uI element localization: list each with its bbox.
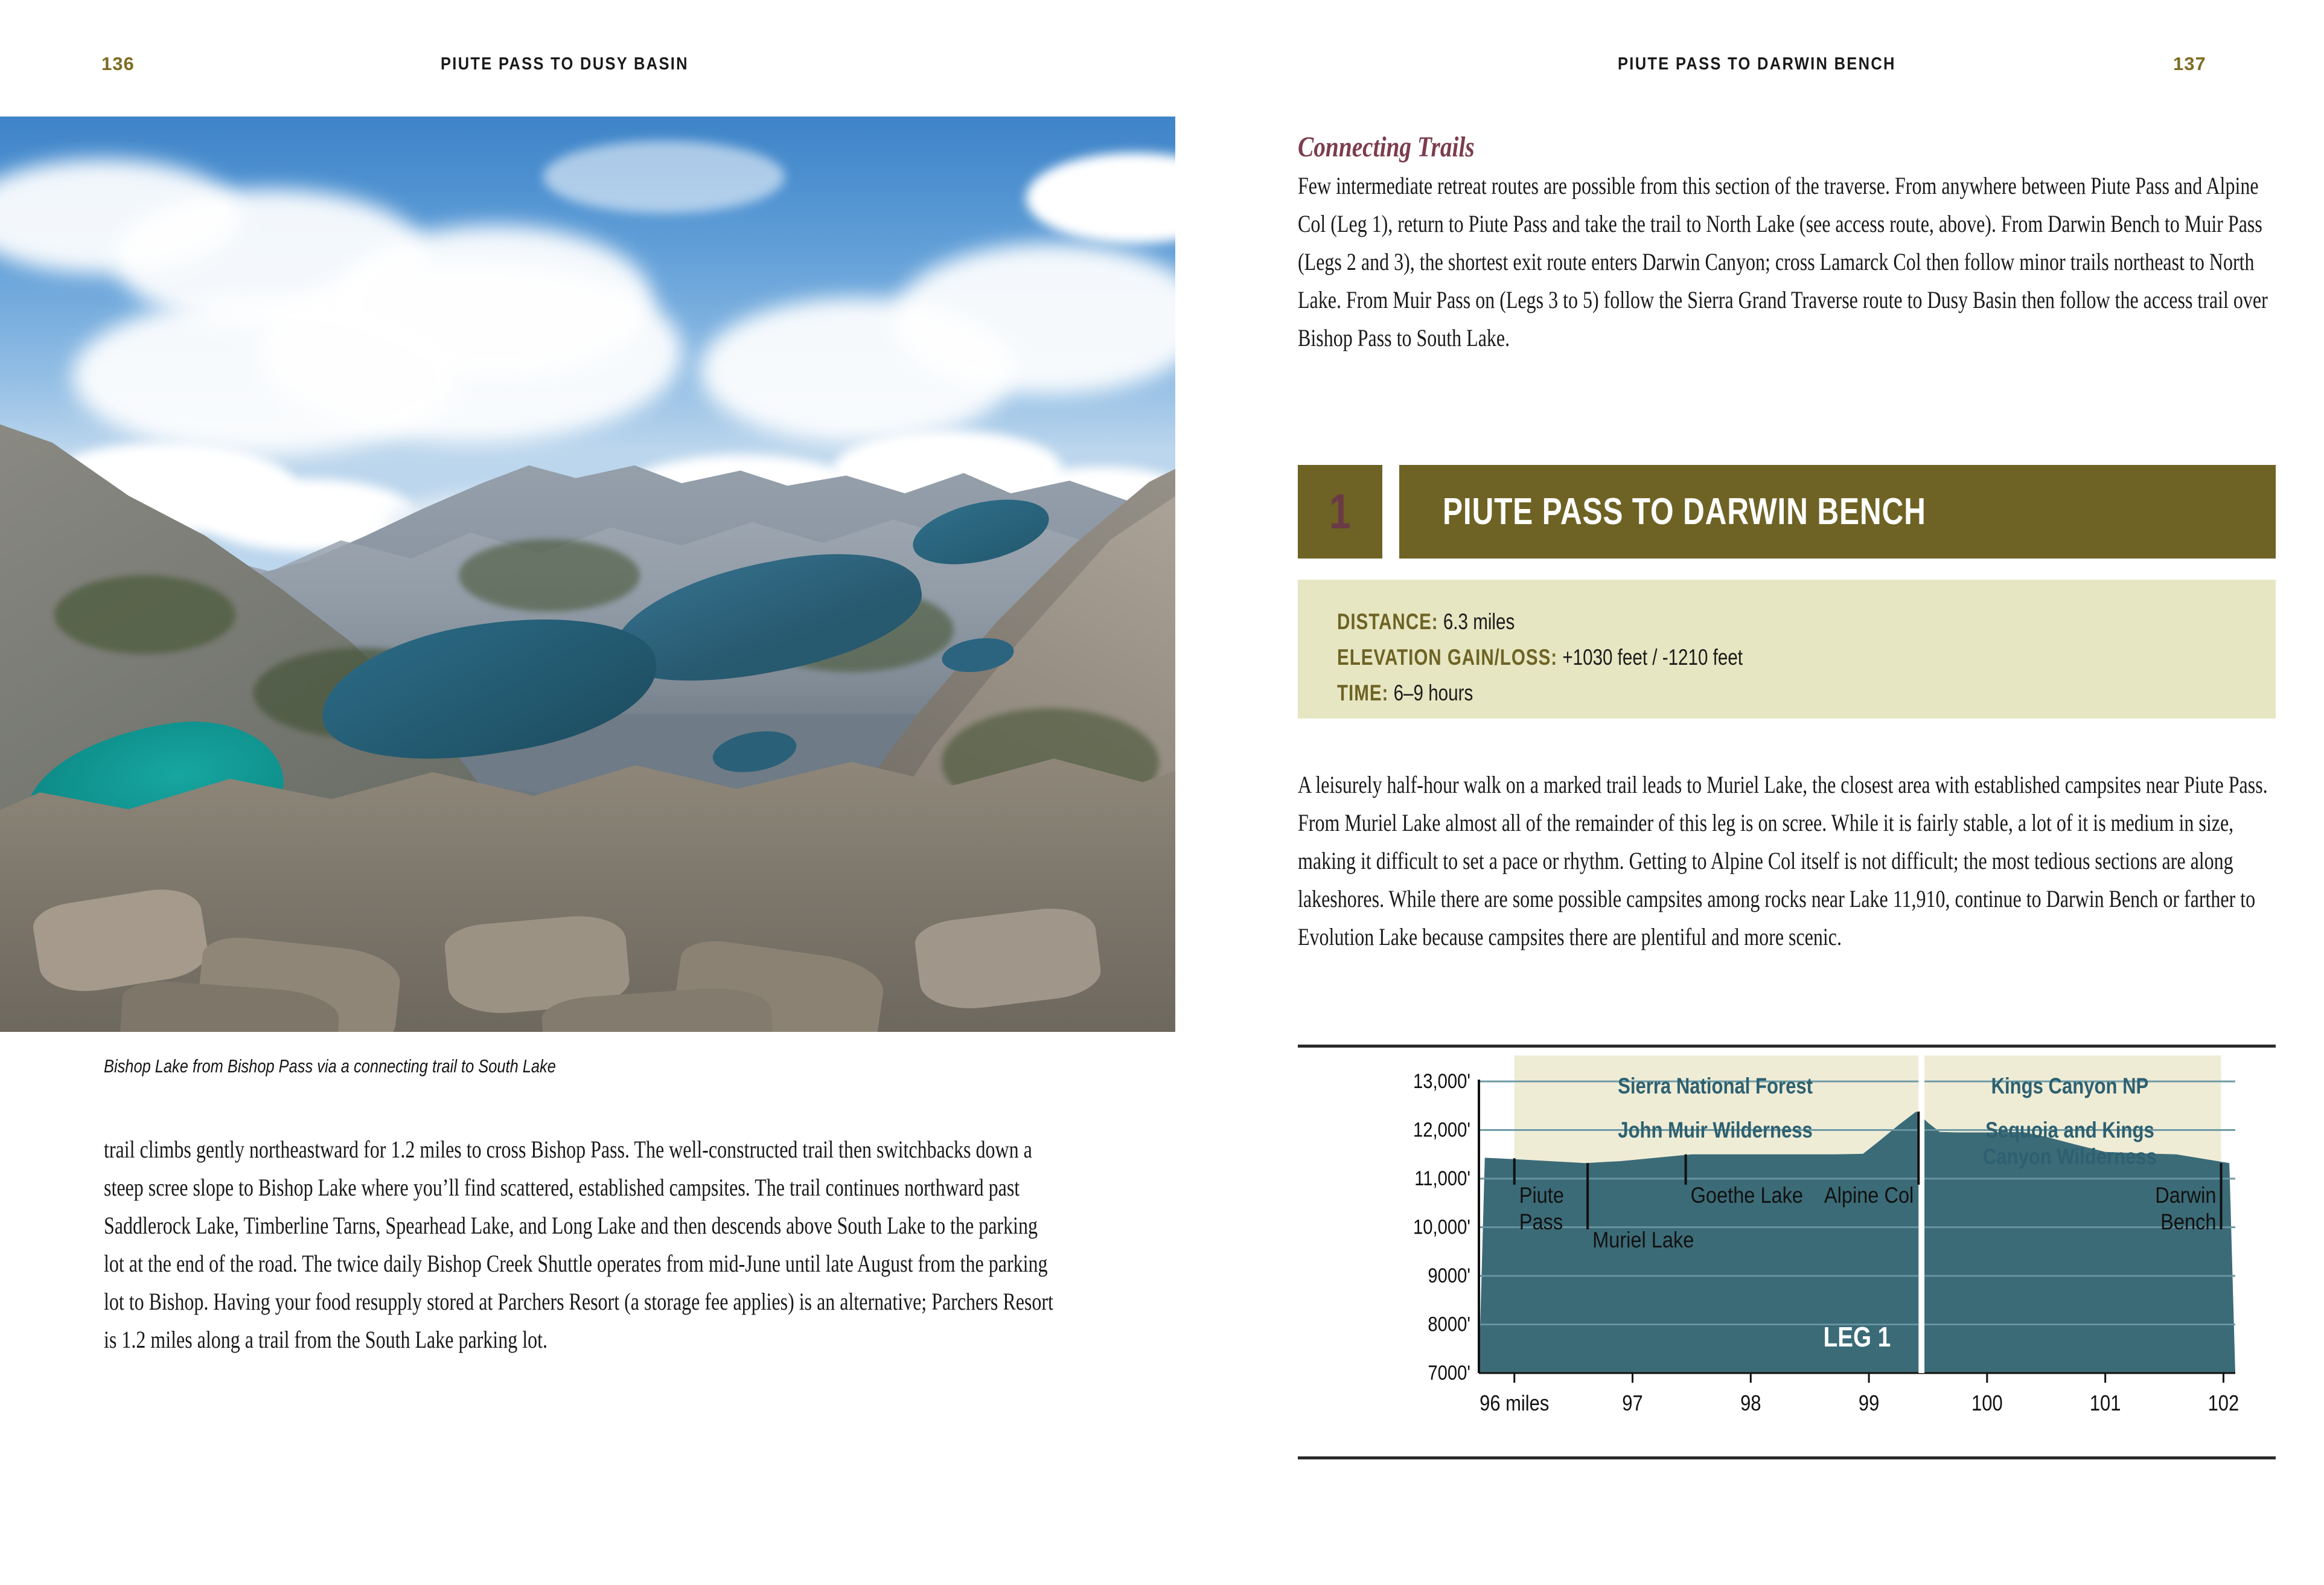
photo-caption: Bishop Lake from Bishop Pass via a connecting trail to South Lake	[104, 1055, 556, 1077]
elevation-profile-chart	[1298, 1045, 2276, 1461]
cloud	[72, 298, 459, 455]
banner-gap	[1382, 465, 1399, 559]
stat-value-elevation: +1030 feet / -1210 feet	[1562, 645, 1743, 670]
landscape-photo	[0, 117, 1175, 1032]
region-divider	[1918, 1055, 1924, 1373]
chart-plot-area	[1298, 1048, 2276, 1447]
stat-label-elevation: ELEVATION GAIN/LOSS:	[1337, 645, 1558, 670]
leg-banner	[1298, 465, 2276, 559]
region-label: Kings Canyon NP	[1991, 1074, 2149, 1099]
region-label: Canyon Wilderness	[1982, 1144, 2157, 1170]
y-tick-label: 12,000'	[1413, 1118, 1470, 1142]
chart-rule-bottom	[1298, 1456, 2276, 1459]
poi-label: Goethe Lake	[1690, 1183, 1804, 1208]
leg-stats-box	[1298, 580, 2276, 719]
connecting-trails-body: Few intermediate retreat routes are possible from this section of the traverse. From anywhere between Piute Pass and Alpine Col (Leg 1), return to Piute Pass and take the trail to North Lake (see access route, above). From Darwin Bench to Muir Pass (Legs 2 and 3), the shortest exit route enters Darwin Canyon; cross Lamarck Col then follow minor trails northeast to North Lake. From Muir Pass on (Legs 3 to 5) follow the Sierra Grand Traverse route to Dusy Basin then follow the access trail over Bishop Pass to South Lake.	[1298, 172, 2268, 351]
left-column-body: trail climbs gently northeastward for 1.2 miles to cross Bishop Pass. The well-constructed trail then switchbacks down a steep scree slope to Bishop Lake where you’ll find scattered, established campsites. The trail continues northward past Saddlerock Lake, Timberline Tarns, Spearhead Lake, and Long Lake and then descends above South Lake to the parking lot at the end of the road. The twice daily Bishop Creek Shuttle operates from mid-June until late August from the parking lot to Bishop. Having your food resupply stored at Parchers Resort (a storage fee applies) is an alternative; Parchers Resort is 1.2 miles along a trail from the South Lake parking lot.	[104, 1136, 1053, 1353]
x-tick-label: 99	[1858, 1391, 1880, 1416]
vegetation	[459, 539, 640, 612]
leg-number: 1	[1329, 484, 1351, 539]
stat-value-distance: 6.3 miles	[1443, 609, 1515, 634]
poi-label: Muriel Lake	[1592, 1228, 1694, 1253]
y-tick-label: 10,000'	[1413, 1215, 1470, 1239]
x-tick-label: 100	[1971, 1391, 2003, 1416]
stat-value-time: 6–9 hours	[1393, 680, 1473, 705]
y-tick-label: 13,000'	[1413, 1069, 1470, 1093]
leg-title-box	[1399, 465, 2276, 559]
stat-label-distance: DISTANCE:	[1337, 609, 1438, 634]
running-head-left: PIUTE PASS TO DUSY BASIN	[441, 54, 689, 74]
poi-label-line2: Pass	[1519, 1209, 1563, 1235]
vegetation	[54, 575, 235, 654]
leg-title: PIUTE PASS TO DARWIN BENCH	[1443, 491, 1926, 533]
y-tick-label: 8000'	[1428, 1312, 1470, 1336]
lake-small-2	[710, 725, 800, 778]
running-head-right: PIUTE PASS TO DARWIN BENCH	[1618, 54, 1896, 74]
stat-row-time	[1337, 675, 2088, 711]
x-tick-label: 97	[1622, 1391, 1643, 1416]
stat-row-distance	[1337, 604, 2088, 639]
folio-left: 136	[101, 53, 135, 74]
elevation-profile-svg	[1298, 1048, 2276, 1447]
chart-leg-label: LEG 1	[1823, 1321, 1891, 1353]
region-label: Sequoia and Kings	[1985, 1118, 2154, 1143]
x-tick-label: 101	[2089, 1391, 2121, 1416]
stat-label-time: TIME:	[1337, 680, 1389, 705]
stat-row-elevation	[1337, 639, 2088, 675]
region-label: John Muir Wilderness	[1618, 1118, 1813, 1143]
x-tick-label: 98	[1740, 1391, 1761, 1416]
leg-intro-body: A leisurely half-hour walk on a marked trail leads to Muriel Lake, the closest area with established campsites near Piute Pass. From Muriel Lake almost all of the remainder of this leg is on scree. While it is fairly stable, a lot of it is medium in size, making it difficult to set a pace or rhythm. Getting to Alpine Col itself is not difficult; the most tedious sections are along lakeshores. While there are some possible campsites among rocks near Lake 11,910, continue to Darwin Bench or farther to Evolution Lake because campsites there are plentiful and more scenic.	[1298, 771, 2268, 950]
cloud	[543, 141, 785, 213]
poi-label: Darwin	[2155, 1183, 2217, 1208]
chart-rule-top	[1298, 1045, 2276, 1048]
poi-label: Piute	[1519, 1183, 1564, 1208]
region-label: Sierra National Forest	[1618, 1074, 1813, 1099]
folio-right: 137	[2173, 53, 2206, 74]
poi-label: Alpine Col	[1824, 1183, 1914, 1208]
x-tick-label: 102	[2207, 1391, 2239, 1416]
y-tick-label: 9000'	[1428, 1263, 1470, 1287]
y-tick-label: 7000'	[1428, 1360, 1470, 1385]
section-heading-connecting-trails: Connecting Trails	[1298, 131, 1475, 163]
y-tick-label: 11,000'	[1414, 1166, 1470, 1190]
x-tick-label: 96 miles	[1480, 1391, 1550, 1416]
leg-number-box	[1298, 465, 1382, 559]
poi-label-line2: Bench	[2160, 1209, 2217, 1235]
